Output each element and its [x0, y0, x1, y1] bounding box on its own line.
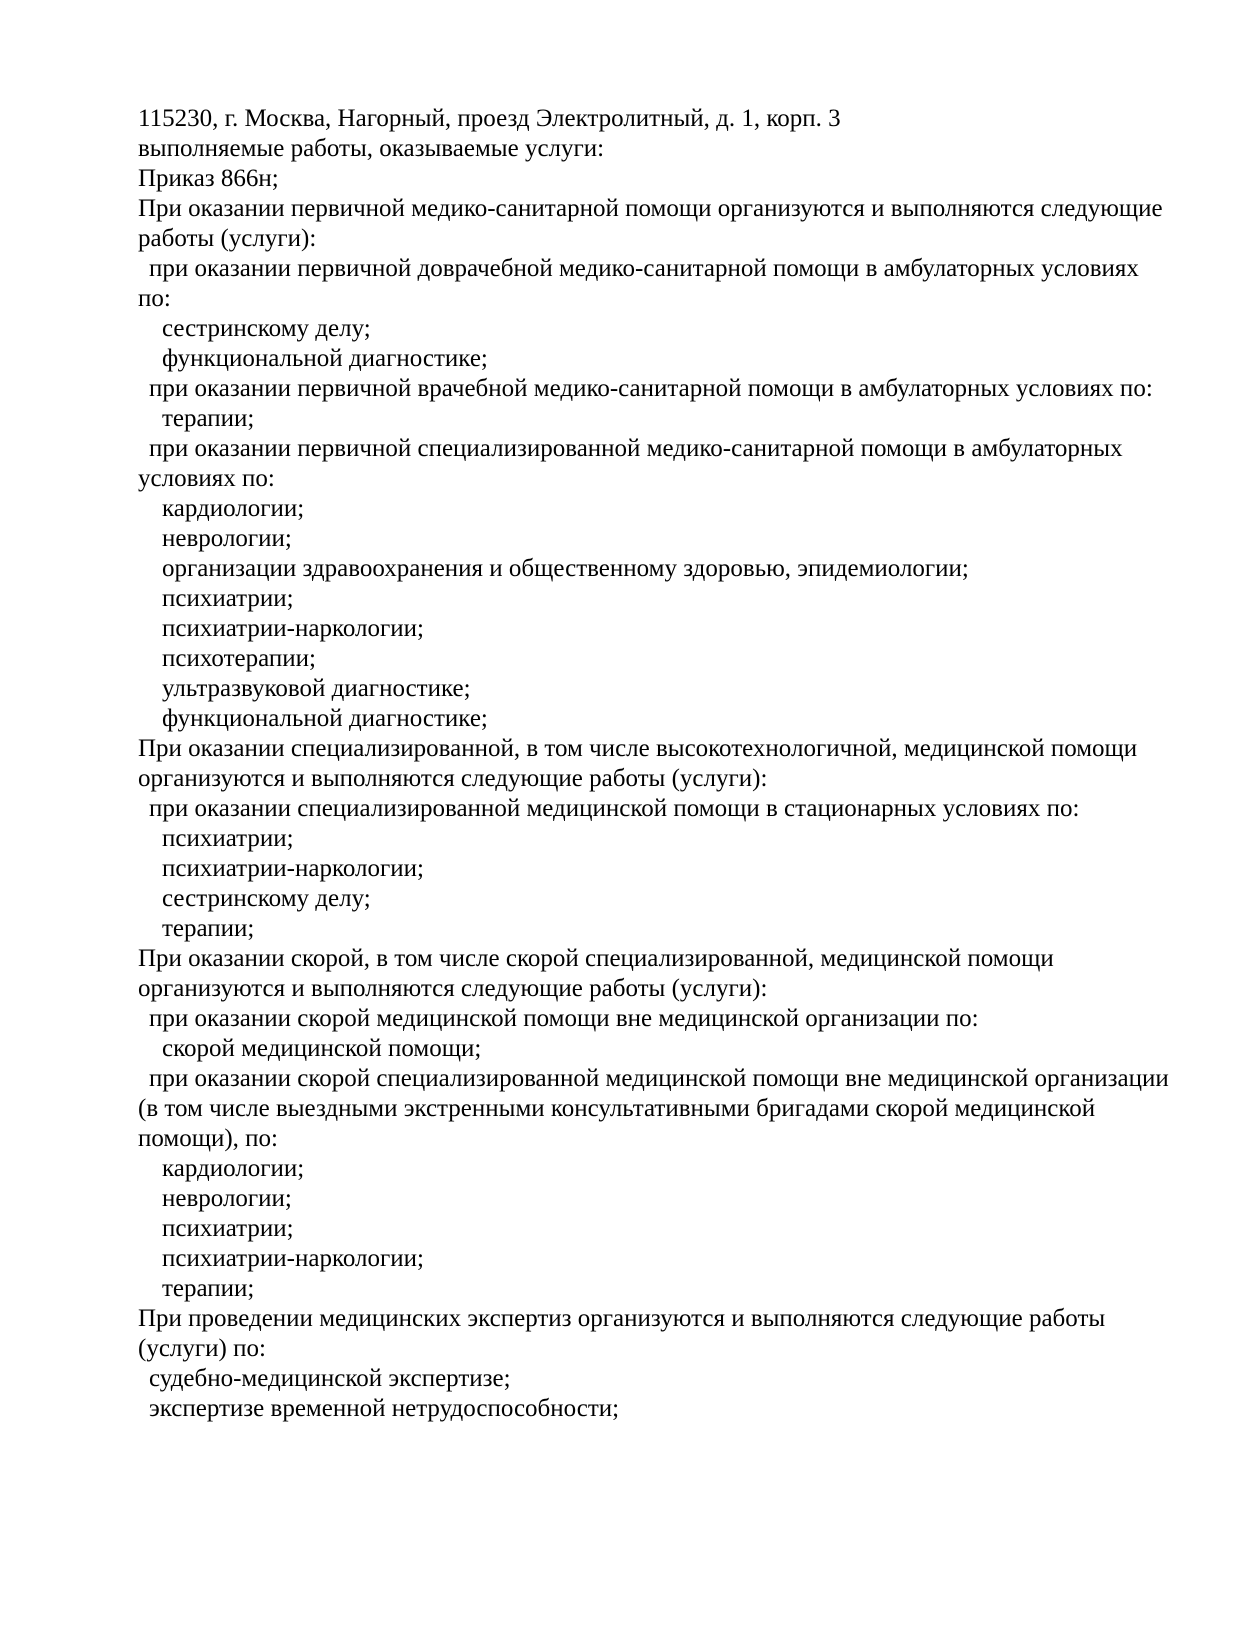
document-line: при оказании специализированной медицинской помощи в стационарных условиях по: [149, 795, 1080, 822]
document-line: При проведении медицинских экспертиз организуются и выполняются следующие работы [138, 1305, 1106, 1332]
document-line: Приказ 866н; [138, 165, 279, 192]
document-line: 115230, г. Москва, Нагорный, проезд Электролитный, д. 1, корп. 3 [138, 105, 841, 132]
document-line: психиатрии; [162, 825, 294, 852]
document-line: кардиологии; [162, 1155, 305, 1182]
document-line: (услуги) по: [138, 1335, 266, 1362]
document-line: при оказании скорой специализированной медицинской помощи вне медицинской организации [149, 1065, 1169, 1092]
document-line: скорой медицинской помощи; [162, 1035, 482, 1062]
document-line: при оказании скорой медицинской помощи вне медицинской организации по: [149, 1005, 979, 1032]
document-line: сестринскому делу; [162, 315, 371, 342]
document-line: При оказании скорой, в том числе скорой специализированной, медицинской помощи [138, 945, 1054, 972]
document-line: выполняемые работы, оказываемые услуги: [138, 135, 605, 162]
document-line: терапии; [162, 1275, 255, 1302]
document-line: при оказании первичной доврачебной медико-санитарной помощи в амбулаторных условиях [149, 255, 1139, 282]
document-line: При оказании первичной медико-санитарной помощи организуются и выполняются следующие [138, 195, 1163, 222]
document-text-block [138, 104, 1218, 1424]
document-line: при оказании первичной специализированной медико-санитарной помощи в амбулаторных [149, 435, 1123, 462]
document-line: сестринскому делу; [162, 885, 371, 912]
document-line: психиатрии; [162, 1215, 294, 1242]
document-line: функциональной диагностике; [162, 705, 488, 732]
document-line: кардиологии; [162, 495, 305, 522]
document-line: неврологии; [162, 525, 292, 552]
document-line: психиатрии; [162, 585, 294, 612]
document-line: при оказании первичной врачебной медико-санитарной помощи в амбулаторных условиях по: [149, 375, 1153, 402]
document-line: ультразвуковой диагностике; [162, 675, 471, 702]
document-line: условиях по: [138, 465, 275, 492]
document-line: функциональной диагностике; [162, 345, 488, 372]
document-line: по: [138, 285, 171, 312]
document-line: неврологии; [162, 1185, 292, 1212]
document-line: терапии; [162, 915, 255, 942]
document-line: помощи), по: [138, 1125, 279, 1152]
document-line: психотерапии; [162, 645, 316, 672]
document-line: (в том числе выездными экстренными консультативными бригадами скорой медицинской [138, 1095, 1096, 1122]
document-line: При оказании специализированной, в том числе высокотехнологичной, медицинской помощи [138, 735, 1138, 762]
document-line: организуются и выполняются следующие работы (услуги): [138, 975, 768, 1002]
document-line: терапии; [162, 405, 255, 432]
document-line: психиатрии-наркологии; [162, 855, 424, 882]
document-line: психиатрии-наркологии; [162, 1245, 424, 1272]
document-line: психиатрии-наркологии; [162, 615, 424, 642]
document-line: работы (услуги): [138, 225, 317, 252]
document-line: организуются и выполняются следующие работы (услуги): [138, 765, 768, 792]
document-line: экспертизе временной нетрудоспособности; [149, 1395, 620, 1422]
document-line: организации здравоохранения и общественному здоровью, эпидемиологии; [162, 555, 969, 582]
document-line: судебно-медицинской экспертизе; [149, 1365, 511, 1392]
